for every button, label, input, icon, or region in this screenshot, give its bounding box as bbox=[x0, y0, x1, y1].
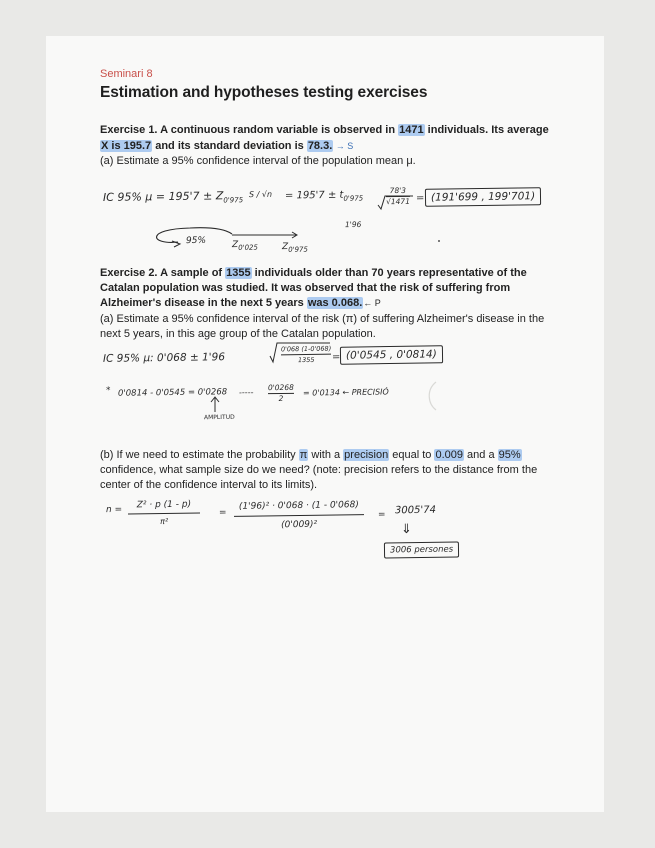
ex1-fraction: 78'3 √1471 bbox=[386, 185, 411, 207]
ex2-question-b-line1: (b) If we need to estimate the probability π with a precision equal to 0.009 and a 95% bbox=[100, 449, 521, 461]
ex2-pi-highlight: π bbox=[299, 449, 308, 461]
ex2-result-box: (0'0545 , 0'0814) bbox=[340, 345, 443, 364]
ex2-sqrt-fraction: 0'068 (1-0'068) 1355 bbox=[280, 344, 332, 365]
ex2-line2: Catalan population was studied. It was observed that the risk of suffering from bbox=[100, 282, 511, 294]
curve-arrow-ex1 bbox=[157, 228, 232, 243]
sqrt-sign-ex2 bbox=[270, 343, 330, 362]
ex2-n-left: n = bbox=[105, 504, 123, 516]
ex2-n-value: 3005'74 bbox=[394, 504, 437, 517]
ex2-question-a-line2: next 5 years, in this age group of the Catalan population. bbox=[100, 328, 376, 340]
ex2-amplitude-line: 0'0814 - 0'0545 = 0'0268 bbox=[117, 387, 228, 399]
ex2-half-fraction: 0'0268 2 bbox=[267, 382, 294, 404]
ex1-z-high: $Z_{0'975}$ bbox=[281, 242, 309, 254]
ex1-line2: X is 195.7 and its standard deviation is 78.3. → S bbox=[101, 140, 354, 152]
ex2-ic-left: IC 95% μ: 0'068 ± 1'96 bbox=[102, 351, 226, 365]
faint-pencil-curve bbox=[429, 382, 436, 410]
ex1-s-over-n: S / √n bbox=[248, 189, 273, 200]
ex2-dots: ----- bbox=[238, 387, 254, 398]
ex2-question-a-line1: (a) Estimate a 95% confidence interval of the risk (π) of suffering Alzheimer's disease in the bbox=[100, 313, 545, 325]
ex2-n-formula-numeric: (1'96)² · 0'068 · (1 - 0'068) (0'009)² bbox=[234, 496, 365, 535]
ex2-line1: Exercise 2. A sample of 1355 individuals older than 70 years representative of the bbox=[100, 267, 527, 279]
ex1-result-box: (191'699 , 199'701) bbox=[425, 187, 541, 207]
ex2-risk-highlight: was 0.068. bbox=[307, 297, 363, 309]
ex1-mean-highlight: X is 195.7 bbox=[101, 140, 152, 152]
page-title: Estimation and hypotheses testing exercises bbox=[100, 84, 428, 101]
ex1-equals-t: = $195'7 \pm t_{0'975}$ bbox=[284, 189, 364, 203]
ex1-formula-left: IC 95% $\mu = 195'7 \pm Z_{0'975}$ bbox=[102, 189, 244, 205]
ex1-equals2: = bbox=[415, 192, 425, 205]
ex1-pct: 95% bbox=[185, 235, 207, 247]
series-label: Seminari 8 bbox=[100, 68, 153, 80]
ex1-question-a: (a) Estimate a 95% confidence interval of the population mean μ. bbox=[100, 155, 416, 167]
ex2-precision-highlight: precision bbox=[344, 449, 389, 461]
ex2-precision: = 0'0134 ← PRECISIÓ bbox=[302, 387, 389, 398]
small-dot bbox=[438, 240, 440, 242]
ex2-n-highlight: 1355 bbox=[226, 267, 251, 279]
ex1-z-value: 1'96 bbox=[344, 219, 362, 230]
sqrt-sign-ex1 bbox=[378, 196, 413, 209]
ex2-question-b-line3: center of the confidence interval to its limits). bbox=[100, 479, 318, 491]
ex1-z-low: $Z_{0'025}$ bbox=[231, 240, 259, 252]
ex2-amplitud-label: AMPLITUD bbox=[203, 413, 235, 422]
ex2-confidence-highlight: 95% bbox=[498, 449, 521, 461]
ex1-n-highlight: 1471 bbox=[399, 124, 424, 136]
ex2-question-b-line2: confidence, what sample size do we need? (note: precision refers to the distance from the bbox=[100, 464, 538, 476]
ex2-eq-b: = bbox=[377, 509, 386, 521]
ex2-equals: = bbox=[331, 351, 341, 364]
ex2-final-box: 3006 persones bbox=[384, 541, 459, 558]
ex2-down-arrow: ⇓ bbox=[400, 521, 413, 538]
ex2-line3: Alzheimer's disease in the next 5 years was 0.068.← P bbox=[100, 297, 381, 309]
ex2-value-highlight: 0.009 bbox=[435, 449, 463, 461]
ex2-n-formula: Z² · p (1 - p) π² bbox=[128, 496, 200, 530]
ex2-bullet: * bbox=[105, 385, 111, 397]
ex1-sd-highlight: 78.3. bbox=[307, 140, 333, 152]
ex1-line1: Exercise 1. A continuous random variable is observed in 1471 individuals. Its average bbox=[100, 124, 549, 136]
ex2-eq-a: = bbox=[218, 507, 227, 519]
